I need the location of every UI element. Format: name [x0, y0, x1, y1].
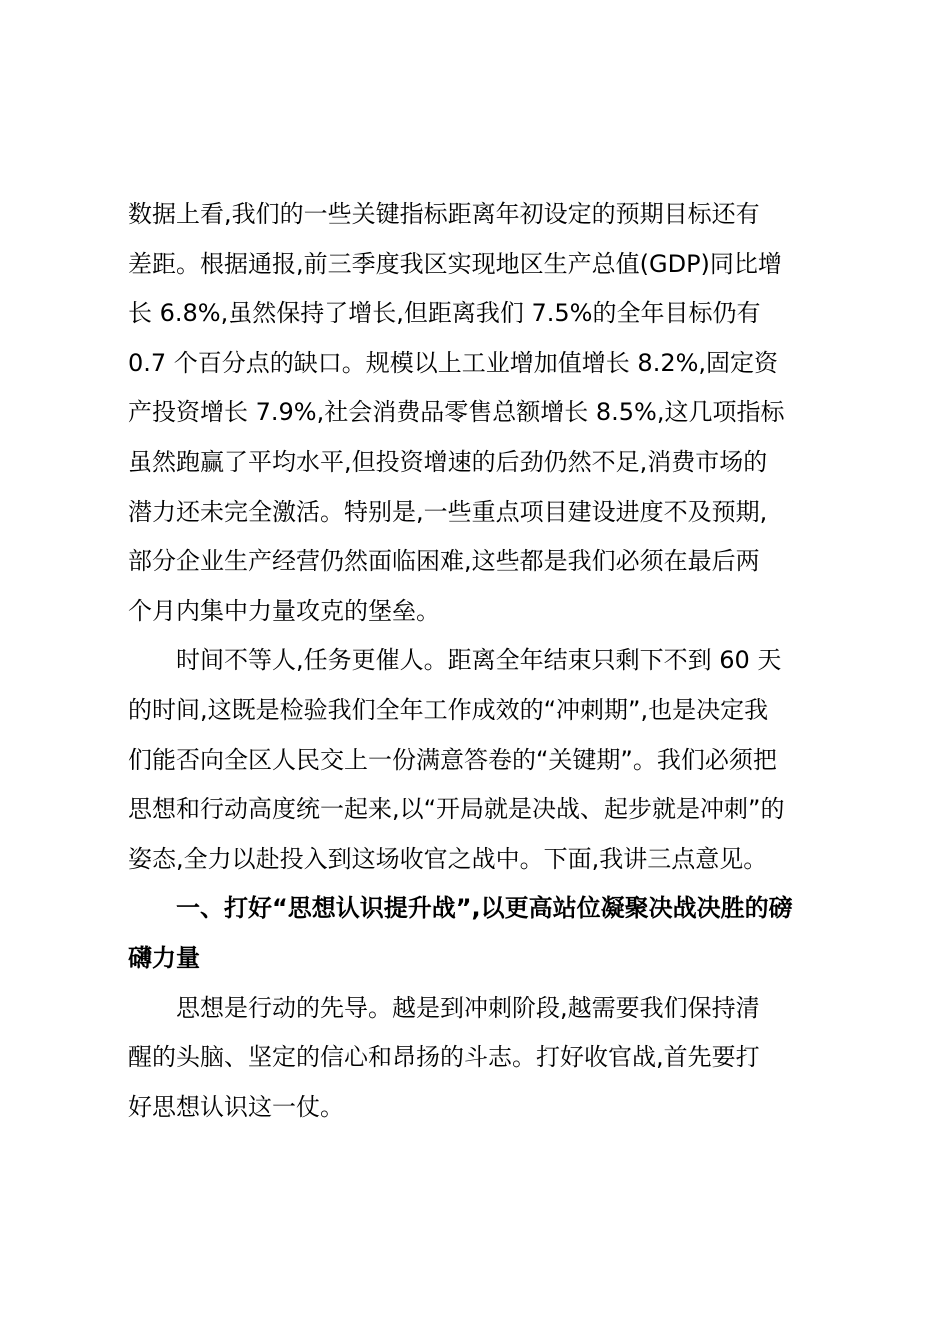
text-line: 长 6.8%,虽然保持了增长,但距离我们 7.5%的全年目标仍有: [128, 299, 761, 328]
document-page: [128, 190, 823, 1132]
text-line: 潜力还未完全激活。特别是,一些重点项目建设进度不及预期,: [128, 497, 768, 526]
paragraph-thought-guidance: [128, 984, 823, 1133]
paragraph-progress-gap: [128, 190, 823, 636]
text-line: 的时间,这既是检验我们全年工作成效的“冲刺期”,也是决定我: [128, 695, 769, 724]
text-line: 思想和行动高度统一起来,以“开局就是决战、起步就是冲刺”的: [128, 795, 785, 824]
paragraph-time-urgency: [128, 636, 823, 884]
text-line: 差距。根据通报,前三季度我区实现地区生产总值(GDP)同比增: [128, 249, 782, 278]
text-line: 虽然跑赢了平均水平,但投资增速的后劲仍然不足,消费市场的: [128, 447, 768, 476]
text-line: 醒的头脑、坚定的信心和昂扬的斗志。打好收官战,首先要打: [128, 1043, 760, 1072]
text-line: 们能否向全区人民交上一份满意答卷的“关键期”。我们必须把: [128, 745, 777, 774]
text-line: 个月内集中力量攻克的堡垒。: [128, 596, 440, 625]
heading-line: 礴力量: [128, 943, 200, 972]
text-line: 思想是行动的先导。越是到冲刺阶段,越需要我们保持清: [176, 993, 760, 1022]
heading-line: 一、打好“思想认识提升战”,以更高站位凝聚决战决胜的磅: [176, 894, 793, 923]
text-line: 部分企业生产经营仍然面临困难,这些都是我们必须在最后两: [128, 547, 760, 576]
section-heading-one: [128, 884, 823, 983]
text-line: 数据上看,我们的一些关键指标距离年初设定的预期目标还有: [128, 200, 760, 228]
text-line: 好思想认识这一仗。: [128, 1092, 344, 1121]
text-line: 姿态,全力以赴投入到这场收官之战中。下面,我讲三点意见。: [128, 844, 768, 873]
text-line: 0.7 个百分点的缺口。规模以上工业增加值增长 8.2%,固定资: [128, 348, 779, 377]
text-line: 产投资增长 7.9%,社会消费品零售总额增长 8.5%,这几项指标: [128, 398, 785, 427]
text-line: 时间不等人,任务更催人。距离全年结束只剩下不到 60 天: [176, 646, 782, 675]
